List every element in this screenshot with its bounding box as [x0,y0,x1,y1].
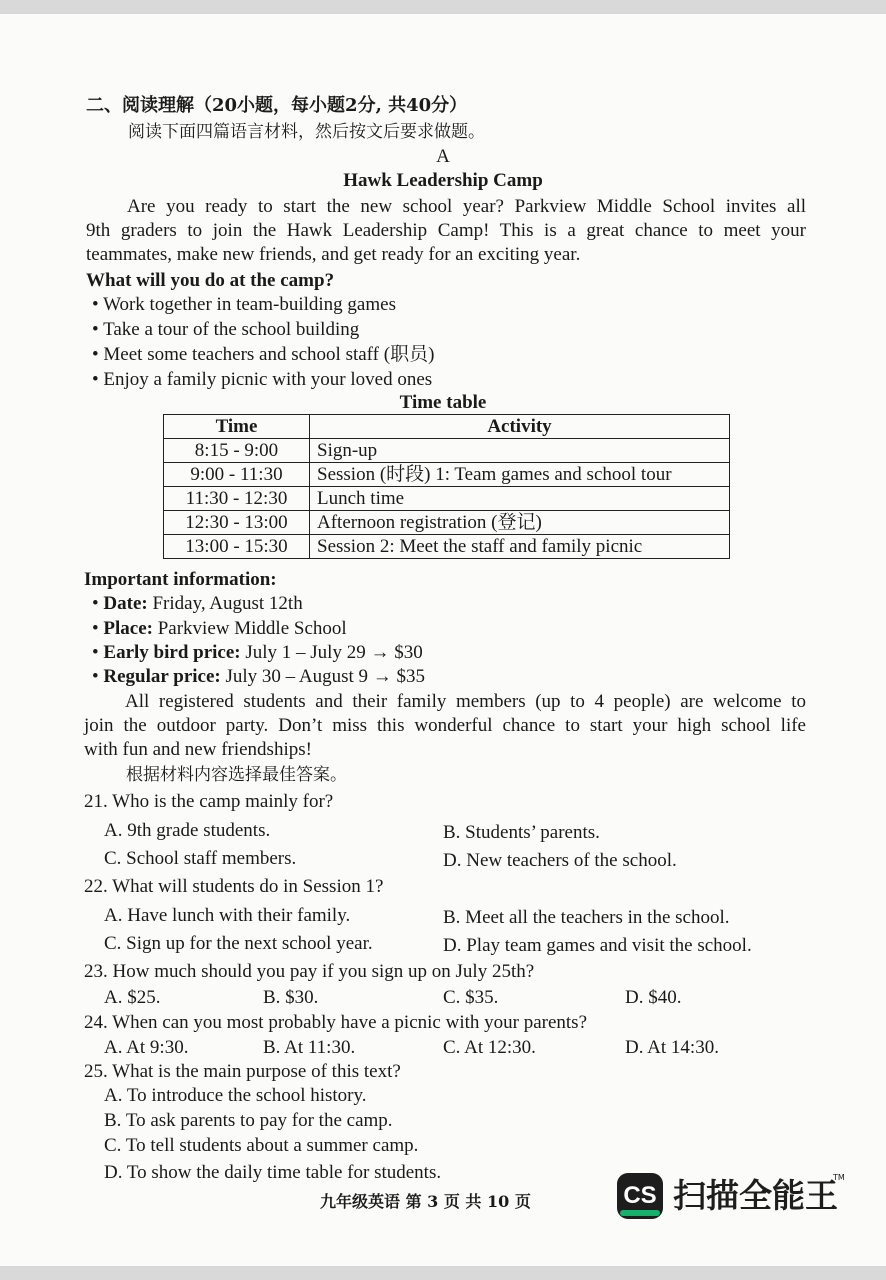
question-stem: 23. How much should you pay if you sign up on July 25th? [84,961,535,982]
closing-line-2: join the outdoor party. Don’t miss this wonderful chance to start your high school life [84,715,806,736]
info-item: • Date: Friday, August 12th [92,593,303,614]
activity-text: Take a tour of the school building [103,319,360,340]
option[interactable]: A. At 9:30. [104,1037,189,1058]
info-item: • Place: Parkview Middle School [92,618,347,639]
info-item: • Early bird price: July 1 – July 29 → $30 [92,642,423,663]
option[interactable]: B. To ask parents to pay for the camp. [104,1110,393,1131]
cs-logo-icon: CS [617,1173,663,1219]
camscanner-logo [617,1173,845,1219]
info-label: Regular price: [103,666,221,687]
option[interactable]: C. Sign up for the next school year. [104,933,373,954]
table-row [164,535,730,559]
passage-letter: A [436,146,450,167]
exam-page [0,14,886,1266]
info-label: Place: [103,618,153,639]
activity-text: Work together in team-building games [103,294,396,315]
info-value: July 30 – August 9 → $35 [220,666,425,687]
table-row [164,487,730,511]
info-value: July 1 – July 29 → $30 [240,642,423,663]
watermark-name: 扫描全能王 [673,1176,838,1215]
info-value: Friday, August 12th [147,593,303,614]
option[interactable]: B. Students’ parents. [443,822,600,843]
table-row [164,439,730,463]
table-row [164,511,730,535]
option[interactable]: C. To tell students about a summer camp. [104,1135,419,1156]
question-stem: 21. Who is the camp mainly for? [84,791,334,812]
option[interactable]: A. To introduce the school history. [104,1085,367,1106]
question-stem: 24. When can you most probably have a picnic with your parents? [84,1012,588,1033]
passage-title: Hawk Leadership Camp [343,170,543,191]
option[interactable]: B. $30. [263,987,319,1008]
option[interactable]: A. $25. [104,987,161,1008]
section-instruction: 阅读下面四篇语言材料，然后按文后要求做题。 [128,122,485,142]
activity-item: • Enjoy a family picnic with your loved ones [92,369,433,390]
timetable-header-activity: Activity [310,415,730,439]
option[interactable]: B. Meet all the teachers in the school. [443,907,730,928]
option[interactable]: D. New teachers of the school. [443,850,677,871]
directive: 根据材料内容选择最佳答案。 [126,765,347,785]
activity-cell: Lunch time [310,487,730,511]
option[interactable]: D. To show the daily time table for students. [104,1162,442,1183]
time-cell: 12:30 - 13:00 [164,511,310,535]
activity-text: Enjoy a family picnic with your loved ones [103,369,433,390]
time-cell: 11:30 - 12:30 [164,487,310,511]
section-heading: 二、阅读理解（20小题，每小题2分, 共40分） [86,95,468,116]
intro-line-3: teammates, make new friends, and get ready for an exciting year. [86,244,581,265]
option[interactable]: A. 9th grade students. [104,820,271,841]
info-item: • Regular price: July 30 – August 9 → $35 [92,666,425,687]
time-cell: 9:00 - 11:30 [164,463,310,487]
option[interactable]: D. At 14:30. [625,1037,719,1058]
option[interactable]: C. At 12:30. [443,1037,536,1058]
intro-line-1: Are you ready to start the new school year? Parkview Middle School invites all [127,196,806,217]
activity-item: • Take a tour of the school building [92,319,360,340]
page-footer: 九年级英语 第 3 页 共 10 页 [320,1192,531,1211]
timetable-header-row [164,415,730,439]
info-heading: Important information: [84,569,277,590]
time-cell: 8:15 - 9:00 [164,439,310,463]
question-stem: 25. What is the main purpose of this text? [84,1061,401,1082]
option[interactable]: C. School staff members. [104,848,297,869]
timetable-header-time: Time [164,415,310,439]
activity-item: • Work together in team-building games [92,294,396,315]
option[interactable]: D. Play team games and visit the school. [443,935,752,956]
option[interactable]: B. At 11:30. [263,1037,356,1058]
option[interactable]: D. $40. [625,987,682,1008]
info-label: Date: [103,593,148,614]
activity-item: • Meet some teachers and school staff (职员) [92,344,435,365]
trademark-mark: TM [833,1173,845,1182]
time-cell: 13:00 - 15:30 [164,535,310,559]
option[interactable]: C. $35. [443,987,499,1008]
question-stem: 22. What will students do in Session 1? [84,876,384,897]
activities-heading: What will you do at the camp? [86,270,335,291]
timetable [163,414,730,559]
activity-cell: Session (时段) 1: Team games and school tour [310,463,730,487]
timetable-title: Time table [399,392,487,413]
closing-line-3: with fun and new friendships! [84,739,312,760]
activity-cell: Session 2: Meet the staff and family picnic [310,535,730,559]
intro-line-2: 9th graders to join the Hawk Leadership Camp! This is a great chance to meet your [86,220,806,241]
option[interactable]: A. Have lunch with their family. [104,905,351,926]
activity-cell: Afternoon registration (登记) [310,511,730,535]
activity-text: Meet some teachers and school staff (职员) [103,344,435,365]
activity-cell: Sign-up [310,439,730,463]
info-value: Parkview Middle School [152,618,347,639]
table-row [164,463,730,487]
info-label: Early bird price: [103,642,241,663]
closing-line-1: All registered students and their family members (up to 4 people) are welcome to [125,691,806,712]
